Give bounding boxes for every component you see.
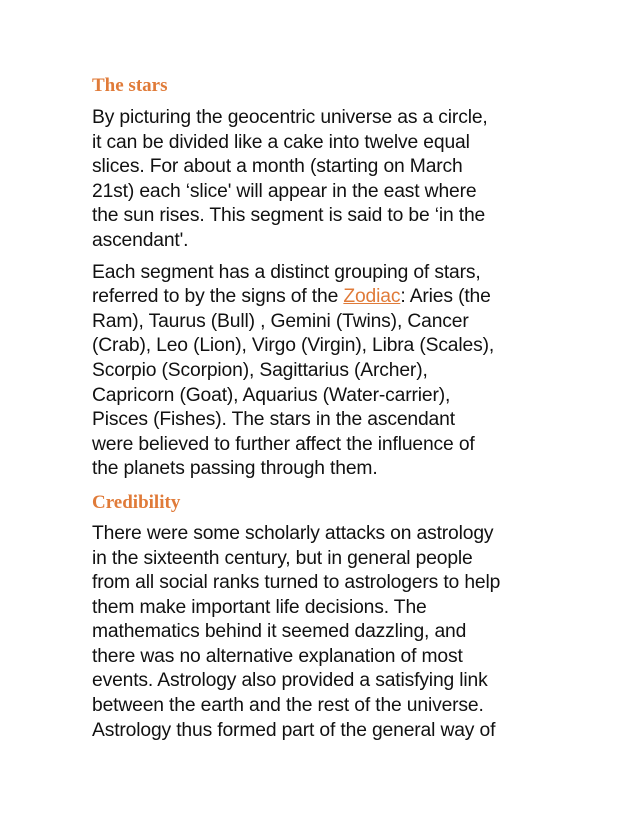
paragraph-line: there was no alternative explanation of most bbox=[92, 645, 463, 667]
paragraph-line: between the earth and the rest of the universe. bbox=[92, 695, 484, 717]
paragraph-line: ascendant'. bbox=[92, 229, 189, 251]
paragraph-line: Pisces (Fishes). The stars in the ascendant bbox=[92, 409, 455, 431]
paragraph-line: By picturing the geocentric universe as a circle, bbox=[92, 107, 488, 128]
zodiac-link[interactable]: Zodiac bbox=[343, 286, 401, 308]
section-heading-credibility: Credibility bbox=[92, 491, 181, 513]
line-text-before-link: referred to by the signs of the bbox=[92, 286, 344, 308]
paragraph-line: (Crab), Leo (Lion), Virgo (Virgin), Libra (Scales), bbox=[92, 335, 495, 357]
paragraph-line: the planets passing through them. bbox=[92, 458, 378, 480]
paragraph-line: slices. For about a month (starting on March bbox=[92, 156, 463, 178]
paragraph-line: it can be divided like a cake into twelve equal bbox=[92, 131, 470, 153]
paragraph-line: 21st) each ‘slice' will appear in the east where bbox=[92, 180, 477, 202]
paragraph-zodiac-signs bbox=[92, 261, 562, 482]
paragraph-line: events. Astrology also provided a satisfying link bbox=[92, 670, 488, 692]
paragraph-credibility bbox=[92, 522, 562, 743]
paragraph-line: were believed to further affect the influence of bbox=[92, 433, 475, 455]
paragraph-line-with-link bbox=[92, 285, 562, 310]
line-text-after-link: : Aries (the bbox=[400, 286, 491, 308]
paragraph-line: mathematics behind it seemed dazzling, and bbox=[92, 621, 467, 643]
paragraph-line: Each segment has a distinct grouping of stars, bbox=[92, 261, 481, 283]
paragraph-line: them make important life decisions. The bbox=[92, 596, 427, 618]
paragraph-line: from all social ranks turned to astrologers to help bbox=[92, 572, 501, 594]
section-heading-the-stars: The stars bbox=[92, 75, 168, 96]
paragraph-line: in the sixteenth century, but in general people bbox=[92, 547, 473, 569]
paragraph-line: the sun rises. This segment is said to be ‘in the bbox=[92, 205, 486, 227]
paragraph-line: Capricorn (Goat), Aquarius (Water-carrier), bbox=[92, 384, 451, 406]
paragraph-line: Scorpio (Scorpion), Sagittarius (Archer), bbox=[92, 359, 428, 381]
paragraph-line: There were some scholarly attacks on astrology bbox=[92, 522, 494, 544]
paragraph-line: Astrology thus formed part of the general way of bbox=[92, 719, 496, 741]
document-page bbox=[92, 74, 562, 743]
paragraph-line: Ram), Taurus (Bull) , Gemini (Twins), Cancer bbox=[92, 310, 469, 332]
paragraph-geocentric-universe bbox=[92, 106, 562, 254]
